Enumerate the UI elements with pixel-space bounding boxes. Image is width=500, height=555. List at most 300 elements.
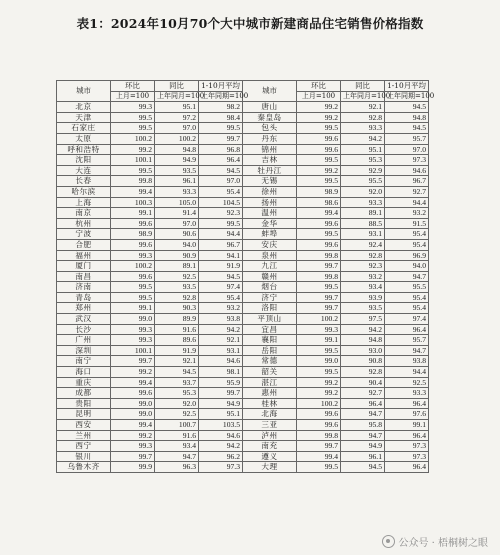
value-cell: 99.3	[111, 324, 155, 335]
table-row	[57, 409, 429, 420]
value-cell: 99.5	[297, 345, 341, 356]
value-cell: 92.1	[155, 356, 199, 367]
table-row	[57, 451, 429, 462]
value-cell: 99.7	[111, 451, 155, 462]
col-yoy-sub: 上年同月=100	[155, 91, 199, 102]
watermark-text: 公众号 · 梧桐树之眼	[398, 538, 488, 549]
city-cell: 丹东	[243, 133, 297, 144]
value-cell: 93.2	[385, 208, 429, 219]
value-cell: 99.5	[111, 112, 155, 123]
value-cell: 92.8	[341, 112, 385, 123]
value-cell: 97.3	[385, 451, 429, 462]
value-cell: 99.6	[297, 133, 341, 144]
value-cell: 99.4	[111, 186, 155, 197]
city-cell: 烟台	[243, 282, 297, 293]
table-row	[57, 314, 429, 325]
value-cell: 99.7	[199, 388, 243, 399]
value-cell: 99.5	[297, 155, 341, 166]
value-cell: 99.2	[297, 377, 341, 388]
value-cell: 96.8	[199, 144, 243, 155]
table-row	[57, 261, 429, 272]
value-cell: 92.7	[341, 388, 385, 399]
value-cell: 92.5	[385, 377, 429, 388]
city-cell: 北京	[57, 102, 111, 113]
value-cell: 94.9	[341, 441, 385, 452]
value-cell: 95.4	[385, 229, 429, 240]
value-cell: 92.1	[199, 335, 243, 346]
value-cell: 93.4	[155, 441, 199, 452]
city-cell: 长沙	[57, 324, 111, 335]
value-cell: 92.0	[155, 398, 199, 409]
value-cell: 99.8	[111, 176, 155, 187]
value-cell: 94.2	[341, 133, 385, 144]
city-cell: 南京	[57, 208, 111, 219]
value-cell: 100.2	[111, 261, 155, 272]
value-cell: 94.2	[199, 324, 243, 335]
col-yoy-header-2: 同比	[341, 81, 385, 92]
value-cell: 96.4	[341, 398, 385, 409]
city-cell: 岳阳	[243, 345, 297, 356]
city-cell: 深圳	[57, 345, 111, 356]
value-cell: 89.1	[341, 208, 385, 219]
col-city-header-2: 城市	[243, 81, 297, 102]
value-cell: 95.4	[385, 303, 429, 314]
col-yoy-sub-2: 上年同月=100	[341, 91, 385, 102]
city-cell: 吉林	[243, 155, 297, 166]
value-cell: 98.9	[111, 229, 155, 240]
table-row	[57, 377, 429, 388]
value-cell: 98.1	[199, 367, 243, 378]
value-cell: 100.1	[111, 345, 155, 356]
value-cell: 93.7	[155, 377, 199, 388]
table-title: 表1：2024年10月70个大中城市新建商品住宅销售价格指数	[76, 16, 424, 31]
value-cell: 100.2	[297, 398, 341, 409]
value-cell: 94.5	[199, 271, 243, 282]
city-cell: 洛阳	[243, 303, 297, 314]
city-cell: 包头	[243, 123, 297, 134]
value-cell: 99.6	[297, 218, 341, 229]
value-cell: 96.4	[385, 430, 429, 441]
city-cell: 泸州	[243, 430, 297, 441]
value-cell: 99.5	[111, 282, 155, 293]
city-cell: 石家庄	[57, 123, 111, 134]
value-cell: 94.9	[155, 155, 199, 166]
city-cell: 重庆	[57, 377, 111, 388]
value-cell: 97.3	[385, 441, 429, 452]
table-row	[57, 250, 429, 261]
city-cell: 襄阳	[243, 335, 297, 346]
city-cell: 安庆	[243, 239, 297, 250]
value-cell: 99.0	[111, 409, 155, 420]
table-row	[57, 218, 429, 229]
value-cell: 95.4	[199, 186, 243, 197]
value-cell: 94.7	[341, 409, 385, 420]
value-cell: 95.3	[341, 155, 385, 166]
value-cell: 99.2	[297, 112, 341, 123]
value-cell: 99.8	[297, 250, 341, 261]
value-cell: 99.2	[297, 388, 341, 399]
value-cell: 97.3	[199, 462, 243, 473]
value-cell: 94.7	[155, 451, 199, 462]
city-cell: 沈阳	[57, 155, 111, 166]
value-cell: 99.5	[111, 165, 155, 176]
city-cell: 合肥	[57, 239, 111, 250]
value-cell: 104.5	[199, 197, 243, 208]
value-cell: 98.6	[297, 197, 341, 208]
value-cell: 99.6	[111, 239, 155, 250]
city-cell: 赣州	[243, 271, 297, 282]
value-cell: 94.7	[385, 271, 429, 282]
value-cell: 96.1	[155, 176, 199, 187]
city-cell: 宜昌	[243, 324, 297, 335]
table-row	[57, 229, 429, 240]
value-cell: 94.4	[385, 367, 429, 378]
table-row	[57, 303, 429, 314]
table-row	[57, 430, 429, 441]
city-cell: 韶关	[243, 367, 297, 378]
value-cell: 99.7	[297, 292, 341, 303]
col-city-header: 城市	[57, 81, 111, 102]
city-cell: 宁波	[57, 229, 111, 240]
table-row	[57, 388, 429, 399]
value-cell: 97.3	[385, 155, 429, 166]
value-cell: 99.1	[111, 208, 155, 219]
value-cell: 92.7	[385, 186, 429, 197]
city-cell: 杭州	[57, 218, 111, 229]
value-cell: 88.5	[341, 218, 385, 229]
city-cell: 北海	[243, 409, 297, 420]
value-cell: 92.8	[341, 367, 385, 378]
table-row	[57, 398, 429, 409]
value-cell: 105.0	[155, 197, 199, 208]
value-cell: 95.7	[385, 133, 429, 144]
value-cell: 94.4	[385, 197, 429, 208]
value-cell: 99.7	[199, 133, 243, 144]
value-cell: 96.2	[199, 451, 243, 462]
value-cell: 91.4	[155, 208, 199, 219]
value-cell: 96.3	[155, 462, 199, 473]
city-cell: 成都	[57, 388, 111, 399]
value-cell: 92.3	[341, 261, 385, 272]
value-cell: 94.5	[155, 367, 199, 378]
value-cell: 96.4	[385, 398, 429, 409]
col-avg-header: 1-10月平均	[199, 81, 243, 92]
value-cell: 99.7	[111, 356, 155, 367]
value-cell: 91.6	[155, 430, 199, 441]
value-cell: 97.2	[155, 112, 199, 123]
value-cell: 99.5	[199, 218, 243, 229]
value-cell: 97.4	[385, 314, 429, 325]
value-cell: 99.8	[297, 271, 341, 282]
value-cell: 94.8	[341, 335, 385, 346]
value-cell: 94.6	[199, 430, 243, 441]
value-cell: 95.5	[341, 176, 385, 187]
table-row	[57, 282, 429, 293]
value-cell: 94.9	[199, 398, 243, 409]
value-cell: 99.8	[297, 430, 341, 441]
city-cell: 常德	[243, 356, 297, 367]
value-cell: 100.1	[111, 155, 155, 166]
value-cell: 94.8	[385, 112, 429, 123]
value-cell: 95.8	[341, 420, 385, 431]
value-cell: 93.9	[341, 292, 385, 303]
table-row	[57, 186, 429, 197]
value-cell: 90.4	[341, 377, 385, 388]
city-cell: 泉州	[243, 250, 297, 261]
city-cell: 南充	[243, 441, 297, 452]
city-cell: 唐山	[243, 102, 297, 113]
value-cell: 94.5	[199, 165, 243, 176]
value-cell: 99.0	[111, 398, 155, 409]
value-cell: 100.2	[111, 133, 155, 144]
table-row	[57, 239, 429, 250]
value-cell: 93.3	[341, 197, 385, 208]
value-cell: 99.6	[297, 144, 341, 155]
value-cell: 96.9	[385, 250, 429, 261]
value-cell: 99.1	[111, 303, 155, 314]
value-cell: 91.5	[385, 218, 429, 229]
value-cell: 94.5	[385, 123, 429, 134]
value-cell: 99.3	[111, 102, 155, 113]
value-cell: 93.8	[385, 356, 429, 367]
value-cell: 98.9	[297, 186, 341, 197]
value-cell: 99.5	[297, 367, 341, 378]
city-cell: 西安	[57, 420, 111, 431]
city-cell: 厦门	[57, 261, 111, 272]
value-cell: 95.9	[199, 377, 243, 388]
value-cell: 91.9	[155, 345, 199, 356]
city-cell: 青岛	[57, 292, 111, 303]
value-cell: 99.5	[297, 282, 341, 293]
city-cell: 昆明	[57, 409, 111, 420]
value-cell: 94.2	[341, 324, 385, 335]
city-cell: 秦皇岛	[243, 112, 297, 123]
value-cell: 99.7	[297, 441, 341, 452]
value-cell: 92.9	[341, 165, 385, 176]
value-cell: 92.3	[199, 208, 243, 219]
value-cell: 103.5	[199, 420, 243, 431]
city-cell: 蚌埠	[243, 229, 297, 240]
value-cell: 99.4	[111, 377, 155, 388]
value-cell: 99.6	[111, 218, 155, 229]
value-cell: 100.2	[297, 314, 341, 325]
city-cell: 大理	[243, 462, 297, 473]
table-body	[57, 102, 429, 473]
value-cell: 97.5	[341, 314, 385, 325]
value-cell: 99.3	[111, 335, 155, 346]
city-cell: 呼和浩特	[57, 144, 111, 155]
value-cell: 95.1	[341, 144, 385, 155]
value-cell: 93.2	[341, 271, 385, 282]
city-cell: 扬州	[243, 197, 297, 208]
value-cell: 99.5	[297, 123, 341, 134]
table-row	[57, 144, 429, 155]
value-cell: 95.3	[155, 388, 199, 399]
value-cell: 93.8	[199, 314, 243, 325]
value-cell: 94.1	[199, 250, 243, 261]
value-cell: 99.4	[297, 208, 341, 219]
value-cell: 92.8	[155, 292, 199, 303]
value-cell: 93.5	[341, 303, 385, 314]
value-cell: 91.6	[155, 324, 199, 335]
city-cell: 大连	[57, 165, 111, 176]
city-cell: 贵阳	[57, 398, 111, 409]
value-cell: 99.3	[111, 250, 155, 261]
value-cell: 98.4	[199, 112, 243, 123]
value-cell: 97.0	[199, 176, 243, 187]
value-cell: 99.1	[297, 335, 341, 346]
value-cell: 97.0	[155, 123, 199, 134]
value-cell: 96.4	[385, 324, 429, 335]
value-cell: 92.5	[155, 409, 199, 420]
value-cell: 99.2	[297, 165, 341, 176]
table-row	[57, 462, 429, 473]
value-cell: 99.5	[111, 123, 155, 134]
value-cell: 94.6	[385, 165, 429, 176]
city-cell: 长春	[57, 176, 111, 187]
city-cell: 福州	[57, 250, 111, 261]
table-row	[57, 271, 429, 282]
col-avg-sub-2: 上年同期=100	[385, 91, 429, 102]
wechat-official-account-icon	[382, 535, 395, 548]
table-row	[57, 165, 429, 176]
value-cell: 93.4	[341, 282, 385, 293]
value-cell: 95.1	[155, 102, 199, 113]
value-cell: 99.5	[297, 462, 341, 473]
table-row	[57, 176, 429, 187]
value-cell: 90.9	[155, 250, 199, 261]
city-cell: 济宁	[243, 292, 297, 303]
city-cell: 武汉	[57, 314, 111, 325]
table-row	[57, 197, 429, 208]
value-cell: 94.0	[155, 239, 199, 250]
table-row	[57, 133, 429, 144]
value-cell: 94.7	[341, 430, 385, 441]
value-cell: 90.8	[341, 356, 385, 367]
value-cell: 92.8	[341, 250, 385, 261]
value-cell: 94.5	[385, 102, 429, 113]
city-cell: 徐州	[243, 186, 297, 197]
value-cell: 95.4	[385, 292, 429, 303]
value-cell: 99.5	[199, 123, 243, 134]
city-cell: 济南	[57, 282, 111, 293]
table-row	[57, 420, 429, 431]
city-cell: 天津	[57, 112, 111, 123]
value-cell: 93.0	[341, 345, 385, 356]
city-cell: 金华	[243, 218, 297, 229]
value-cell: 90.6	[155, 229, 199, 240]
value-cell: 99.7	[297, 261, 341, 272]
value-cell: 96.4	[385, 462, 429, 473]
table-row	[57, 292, 429, 303]
value-cell: 99.2	[111, 430, 155, 441]
city-cell: 温州	[243, 208, 297, 219]
value-cell: 99.5	[297, 176, 341, 187]
value-cell: 94.7	[385, 345, 429, 356]
value-cell: 94.2	[199, 441, 243, 452]
value-cell: 99.2	[297, 102, 341, 113]
value-cell: 93.3	[385, 388, 429, 399]
city-cell: 上海	[57, 197, 111, 208]
table-row	[57, 155, 429, 166]
value-cell: 98.2	[199, 102, 243, 113]
table-row	[57, 335, 429, 346]
city-cell: 湛江	[243, 377, 297, 388]
city-cell: 惠州	[243, 388, 297, 399]
value-cell: 94.5	[341, 462, 385, 473]
value-cell: 97.0	[385, 144, 429, 155]
city-cell: 兰州	[57, 430, 111, 441]
city-cell: 牡丹江	[243, 165, 297, 176]
value-cell: 93.5	[155, 282, 199, 293]
col-avg-header-2: 1-10月平均	[385, 81, 429, 92]
value-cell: 100.2	[155, 133, 199, 144]
value-cell: 96.7	[199, 239, 243, 250]
value-cell: 94.6	[199, 356, 243, 367]
table-row	[57, 208, 429, 219]
city-cell: 三亚	[243, 420, 297, 431]
city-cell: 无锡	[243, 176, 297, 187]
value-cell: 99.4	[297, 451, 341, 462]
value-cell: 99.7	[297, 303, 341, 314]
col-mom-header-2: 环比	[297, 81, 341, 92]
header-row-1	[57, 81, 429, 92]
value-cell: 96.4	[199, 155, 243, 166]
col-yoy-header: 同比	[155, 81, 199, 92]
value-cell: 99.6	[297, 409, 341, 420]
city-cell: 广州	[57, 335, 111, 346]
value-cell: 91.9	[199, 261, 243, 272]
table-row	[57, 102, 429, 113]
col-avg-sub: 上年同期=100	[199, 91, 243, 102]
city-cell: 南宁	[57, 356, 111, 367]
city-cell: 平顶山	[243, 314, 297, 325]
value-cell: 99.5	[297, 229, 341, 240]
value-cell: 95.4	[385, 239, 429, 250]
value-cell: 94.0	[385, 261, 429, 272]
value-cell: 97.4	[199, 282, 243, 293]
value-cell: 92.5	[155, 271, 199, 282]
value-cell: 99.5	[111, 292, 155, 303]
value-cell: 99.9	[111, 462, 155, 473]
value-cell: 92.0	[341, 186, 385, 197]
value-cell: 99.6	[297, 420, 341, 431]
city-cell: 锦州	[243, 144, 297, 155]
header-row-2	[57, 91, 429, 102]
value-cell: 95.4	[199, 292, 243, 303]
city-cell: 银川	[57, 451, 111, 462]
value-cell: 90.3	[155, 303, 199, 314]
value-cell: 99.2	[111, 367, 155, 378]
value-cell: 93.3	[341, 123, 385, 134]
col-mom-sub: 上月=100	[111, 91, 155, 102]
table-row	[57, 441, 429, 452]
value-cell: 92.4	[341, 239, 385, 250]
value-cell: 95.7	[385, 335, 429, 346]
table-row	[57, 356, 429, 367]
value-cell: 99.2	[111, 144, 155, 155]
value-cell: 93.5	[155, 165, 199, 176]
city-cell: 郑州	[57, 303, 111, 314]
value-cell: 92.1	[341, 102, 385, 113]
city-cell: 遵义	[243, 451, 297, 462]
value-cell: 99.4	[111, 420, 155, 431]
value-cell: 95.5	[385, 282, 429, 293]
value-cell: 99.3	[297, 324, 341, 335]
value-cell: 99.1	[385, 420, 429, 431]
value-cell: 93.1	[341, 229, 385, 240]
table-row	[57, 112, 429, 123]
